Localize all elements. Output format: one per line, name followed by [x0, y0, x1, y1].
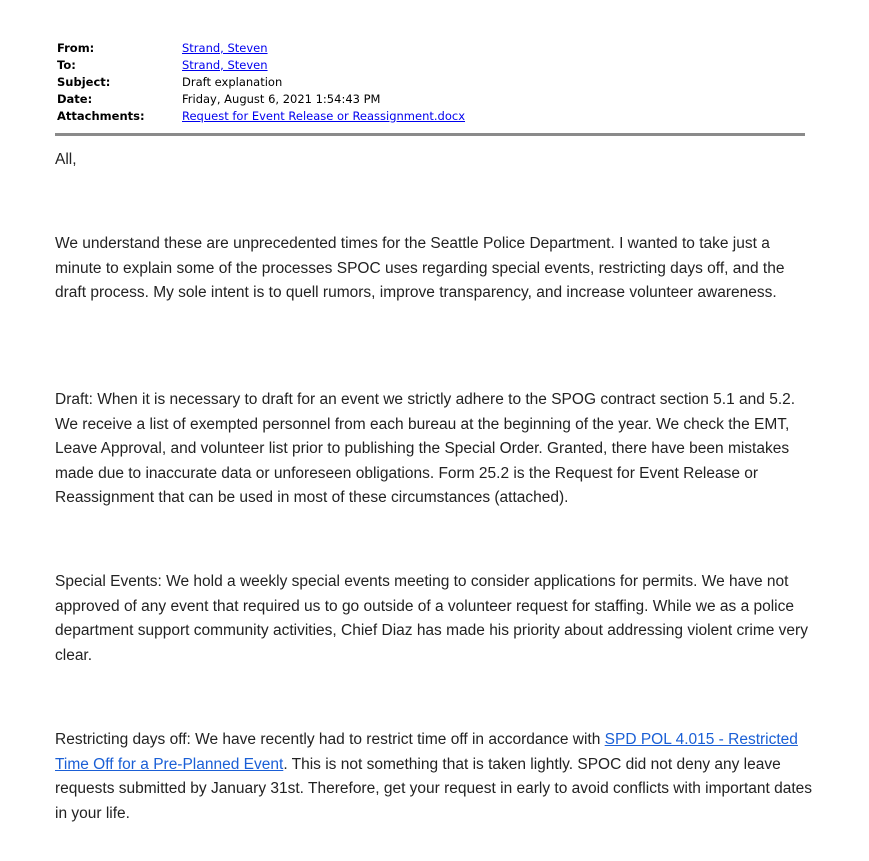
paragraph-special-events: Special Events: We hold a weekly special events meeting to consider applications for permits. We have not approved of any event that required us to go outside of a volunteer request for staffing. While we as a police department support community activities, Chief Diaz has made his priority about addressing violent crime very clear.	[55, 573, 808, 664]
attachments-row	[57, 107, 805, 124]
header-divider	[55, 133, 805, 136]
p4-text-before: Restricting days off: We have recently had to restrict time off in accordance with	[55, 731, 605, 748]
email-header	[57, 39, 805, 124]
from-link[interactable]: Strand, Steven	[182, 40, 268, 55]
paragraph-intro: We understand these are unprecedented times for the Seattle Police Department. I wanted to take just a minute to explain some of the processes SPOC uses regarding special events, restricting days off, and the draft process. My sole intent is to quell rumors, improve transparency, and increase volunteer awareness.	[55, 235, 785, 301]
to-link[interactable]: Strand, Steven	[182, 57, 268, 72]
subject-value: Draft explanation	[182, 74, 283, 89]
paragraph-draft: Draft: When it is necessary to draft for an event we strictly adhere to the SPOG contract section 5.1 and 5.2. We receive a list of exempted personnel from each bureau at the beginning of the year. We check the EMT, Leave Approval, and volunteer list prior to publishing the Special Order. Granted, there have been mistakes made due to inaccurate data or unforeseen obligations. Form 25.2 is the Request for Event Release or Reassignment that can be used in most of these circumstances (attached).	[55, 391, 796, 506]
date-label: Date:	[57, 91, 93, 106]
subject-label: Subject:	[57, 74, 111, 89]
date-row	[57, 90, 805, 107]
attachment-link[interactable]: Request for Event Release or Reassignment.docx	[182, 108, 466, 123]
to-label: To:	[57, 57, 76, 72]
from-row	[57, 39, 805, 56]
p4-text-after: . This is not something that is taken lightly. SPOC did not deny any leave requests submitted by January 31st. Therefore, get your request in early to avoid conflicts with important dates in your life.	[55, 755, 813, 822]
greeting: All,	[55, 151, 77, 168]
from-label: From:	[57, 40, 95, 55]
policy-link[interactable]: SPD POL 4.015 - Restricted Time Off for a Pre-Planned Event	[55, 731, 798, 773]
date-value: Friday, August 6, 2021 1:54:43 PM	[182, 91, 381, 106]
attachments-label: Attachments:	[57, 108, 145, 123]
paragraph-restricting-days-off	[55, 728, 815, 826]
subject-row	[57, 73, 805, 90]
to-row	[57, 56, 805, 73]
